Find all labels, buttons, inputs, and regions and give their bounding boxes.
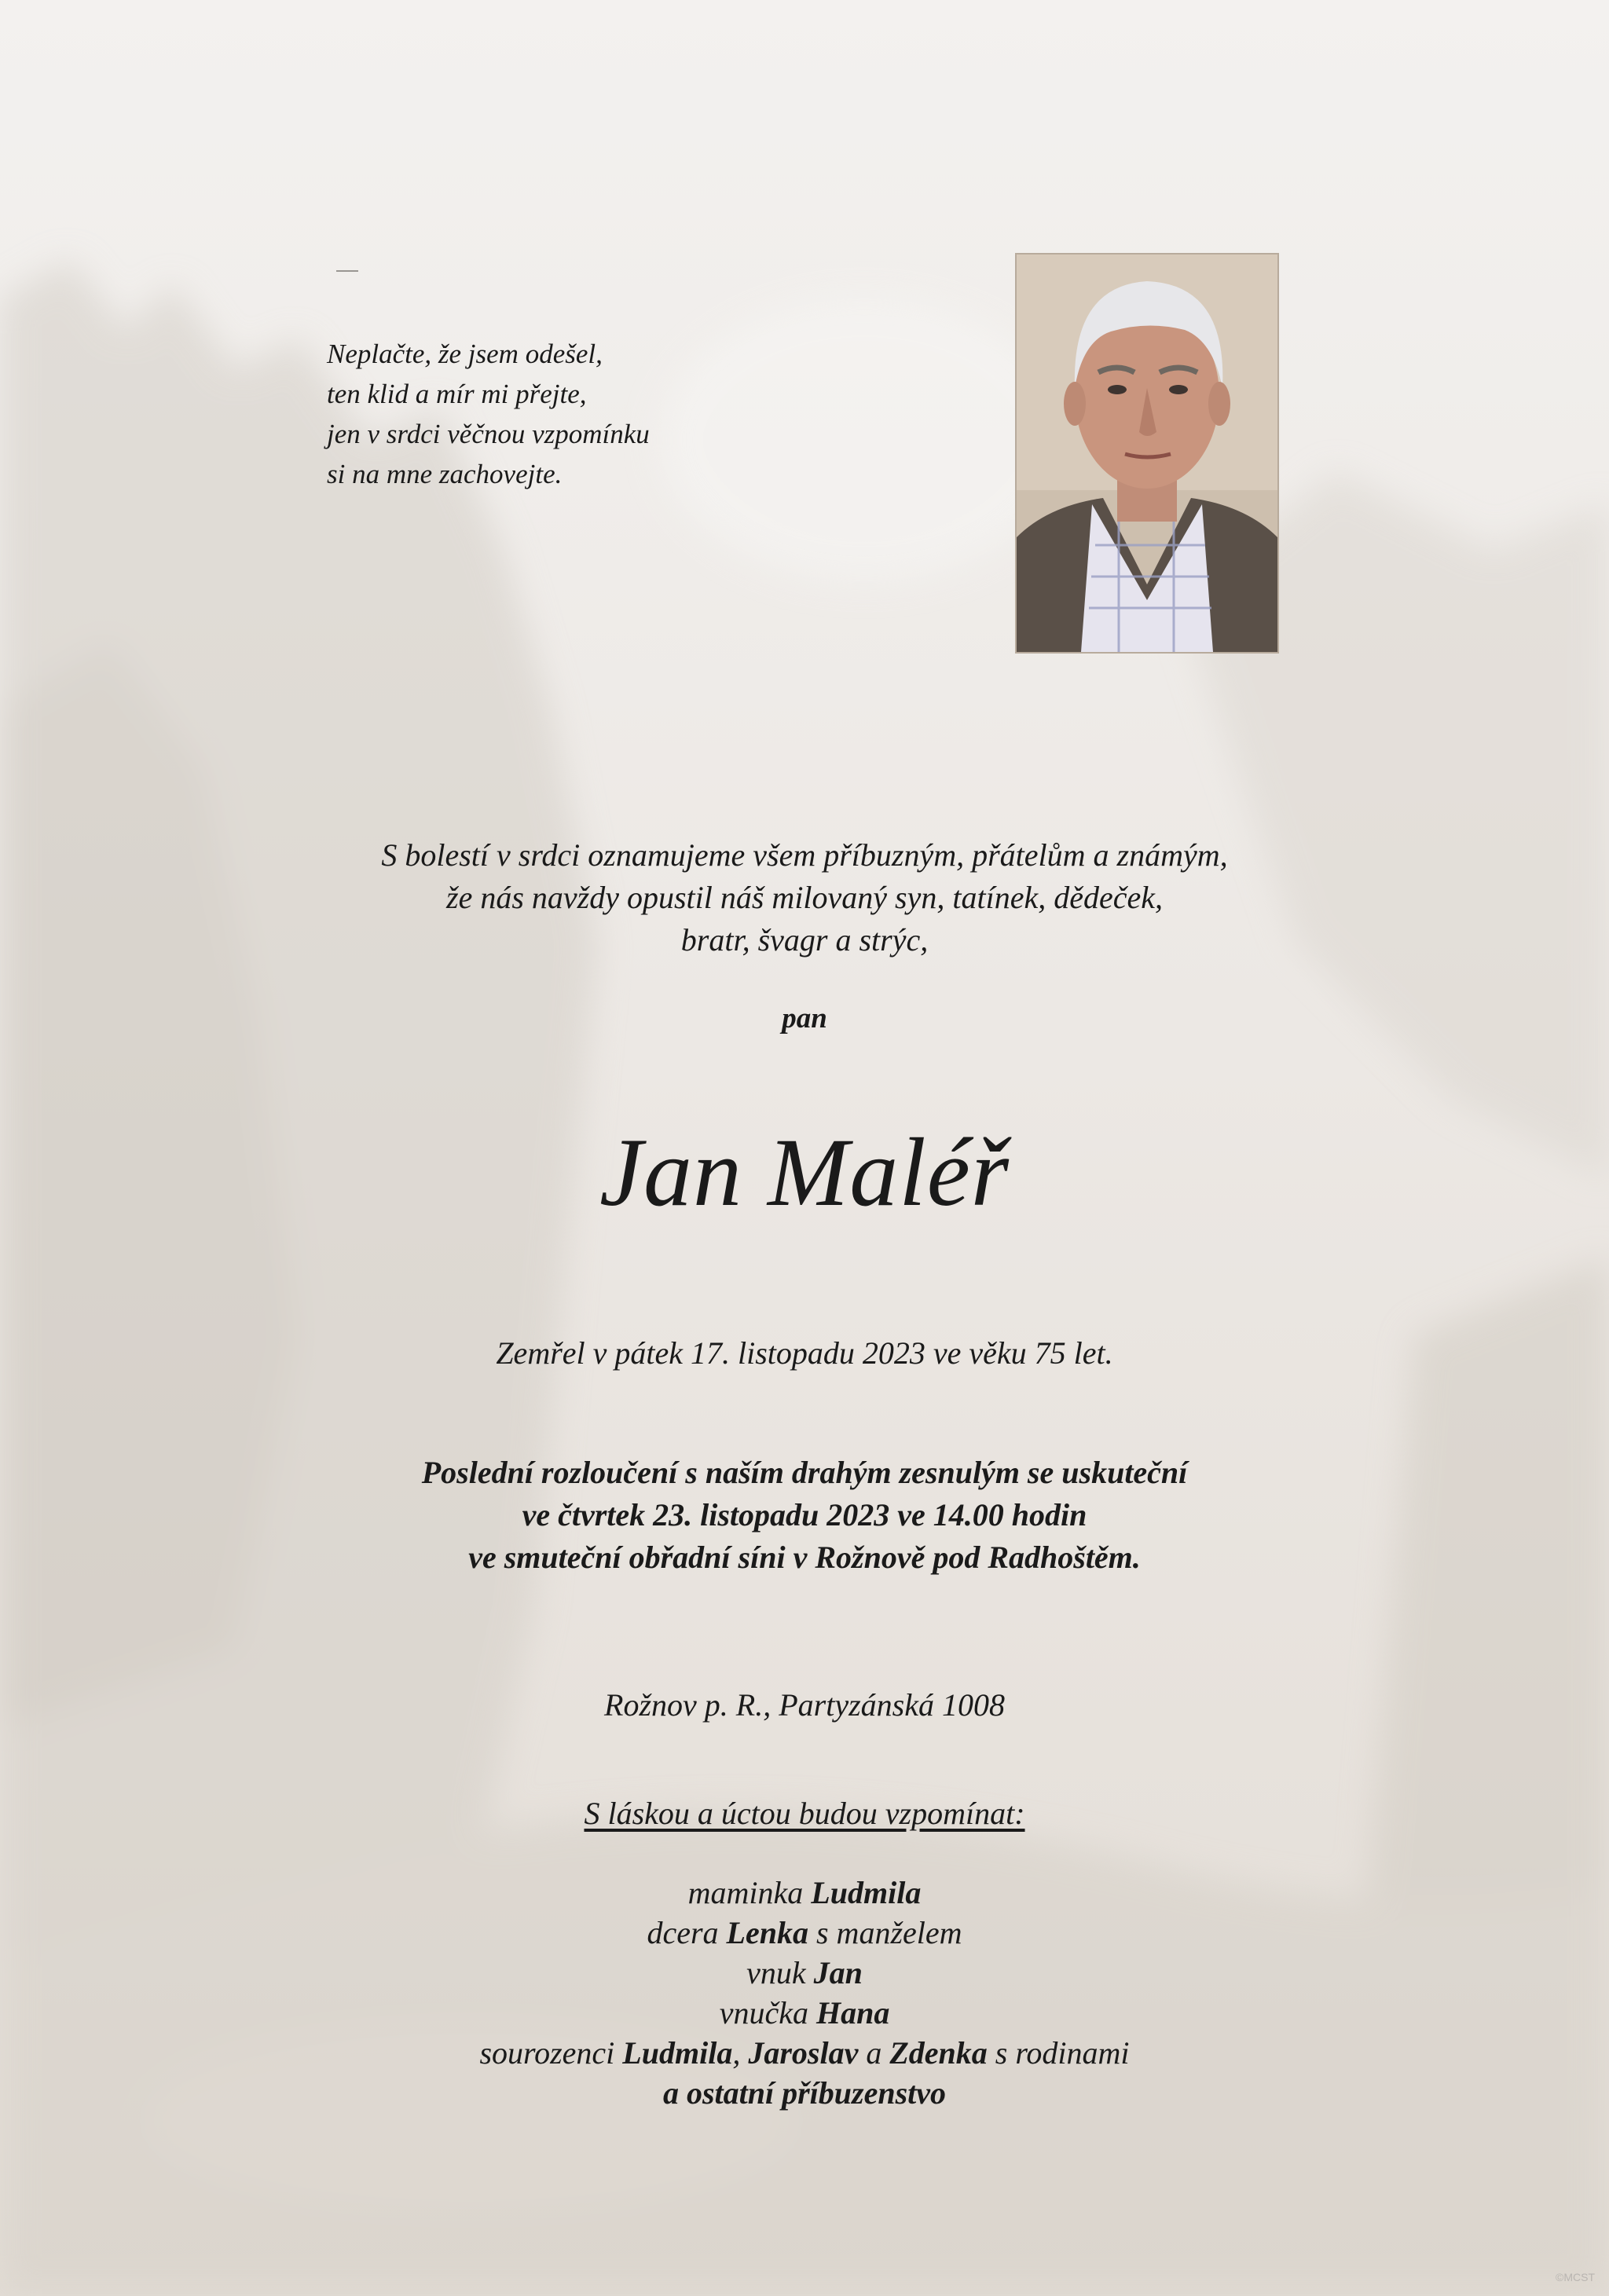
mourners-heading [0,1792,1609,1835]
mourner-line: sourozenci Ludmila, Jaroslav a Zdenka s rodinami [479,2035,1130,2071]
mourner-line: vnučka Hana [719,1995,890,2031]
mourners-list [0,1873,1609,2113]
poem-line: si na mne zachovejte. [327,459,563,489]
announcement-intro [0,834,1609,961]
watermark: ©MCST [1556,2271,1595,2283]
farewell-details [0,1452,1609,1579]
memorial-poem [327,334,814,494]
mourner-name: Lenka [726,1915,808,1950]
poem-line: ten klid a mír mi přejte, [327,379,587,409]
salutation: pan [782,1002,827,1034]
portrait-photo [1015,253,1279,654]
mourner-line: dcera Lenka s manželem [647,1915,962,1950]
farewell-line: Poslední rozloučení s naším drahým zesnulým se uskuteční [421,1455,1188,1490]
poem-line: Neplačte, že jsem odešel, [327,339,603,369]
mourner-name: Hana [815,1995,890,2031]
deceased-name: Jan Maléř [599,1119,1010,1226]
mourners-heading-text: S láskou a úctou budou vzpomínat: [584,1796,1025,1831]
mourner-name: Jan [813,1955,863,1990]
mourner-name: Zdenka [889,2035,988,2071]
mourner-name: Ludmila [811,1875,922,1910]
intro-line: že nás navždy opustil náš milovaný syn, tatínek, dědeček, [446,880,1163,915]
mourner-name: Ludmila [622,2035,733,2071]
decorative-dash [336,270,358,272]
mourner-line: maminka Ludmila [687,1875,922,1910]
intro-line: S bolestí v srdci oznamujeme všem příbuzným, přátelům a známým, [381,837,1228,873]
farewell-line: ve smuteční obřadní síni v Rožnově pod Radhoštěm. [468,1540,1141,1575]
farewell-line: ve čtvrtek 23. listopadu 2023 ve 14.00 hodin [522,1497,1087,1532]
mourner-name: Jaroslav [748,2035,859,2071]
poem-line: jen v srdci věčnou vzpomínku [327,419,650,449]
family-address: Rožnov p. R., Partyzánská 1008 [604,1687,1005,1723]
intro-line: bratr, švagr a strýc, [680,922,929,958]
mourner-line: a ostatní příbuzenstvo [662,2075,947,2111]
mourner-line: vnuk Jan [746,1955,863,1990]
death-notice: Zemřel v pátek 17. listopadu 2023 ve věku 75 let. [496,1335,1113,1371]
